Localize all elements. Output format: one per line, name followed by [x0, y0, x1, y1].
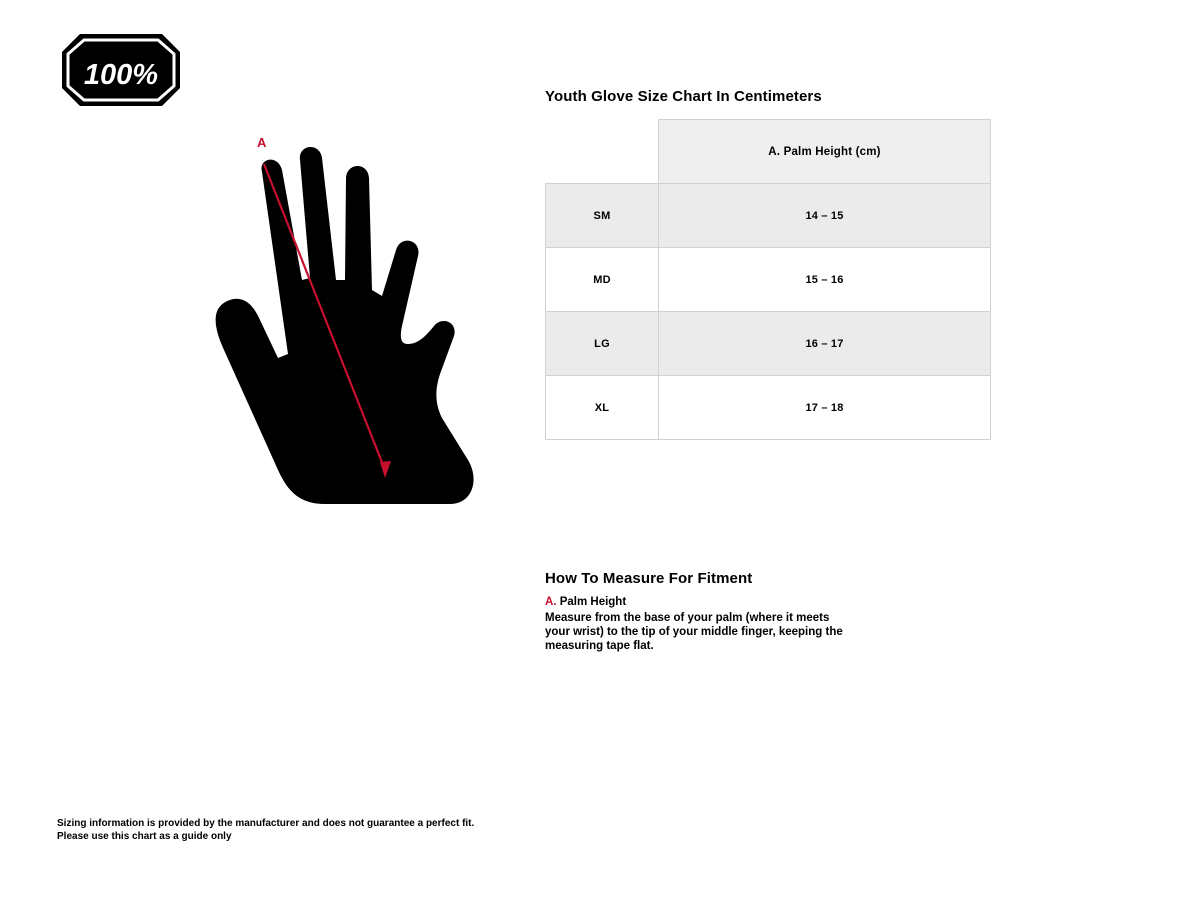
footer-line-2: Please use this chart as a guide only	[57, 831, 232, 842]
row-palm-height: 16 – 17	[659, 312, 991, 376]
table-row	[546, 376, 991, 440]
measure-subheading-text: Palm Height	[559, 596, 627, 608]
row-palm-height: 17 – 18	[659, 376, 991, 440]
how-to-measure-description: Measure from the base of your palm (where it meets your wrist) to the tip of your middle finger, keeping the measuring tape flat.	[545, 612, 843, 653]
measure-key-letter: A.	[545, 596, 557, 608]
table-row	[546, 312, 991, 376]
size-table	[545, 119, 991, 440]
how-to-measure-heading: How To Measure For Fitment	[545, 570, 753, 587]
svg-text:100%: 100%	[83, 59, 159, 91]
chart-title: Youth Glove Size Chart In Centimeters	[545, 88, 822, 105]
column-header-palm-height: A. Palm Height (cm)	[659, 120, 991, 184]
how-to-measure-section	[545, 570, 865, 653]
row-palm-height: 14 – 15	[659, 184, 991, 248]
table-corner-cell	[546, 120, 659, 184]
row-size-label: XL	[546, 376, 659, 440]
how-to-measure-subheading	[545, 596, 865, 608]
row-palm-height: 15 – 16	[659, 248, 991, 312]
measure-point-label-a: A	[257, 135, 267, 150]
footer-disclaimer	[57, 817, 474, 843]
hand-measurement-diagram	[150, 130, 530, 520]
table-row	[546, 184, 991, 248]
footer-line-1: Sizing information is provided by the manufacturer and does not guarantee a perfect fit.	[57, 818, 475, 829]
row-size-label: LG	[546, 312, 659, 376]
row-size-label: SM	[546, 184, 659, 248]
hand-silhouette	[216, 147, 474, 504]
size-chart-section	[545, 88, 991, 440]
hundred-percent-logo	[60, 32, 182, 108]
row-size-label: MD	[546, 248, 659, 312]
table-header-row	[546, 120, 991, 184]
table-row	[546, 248, 991, 312]
